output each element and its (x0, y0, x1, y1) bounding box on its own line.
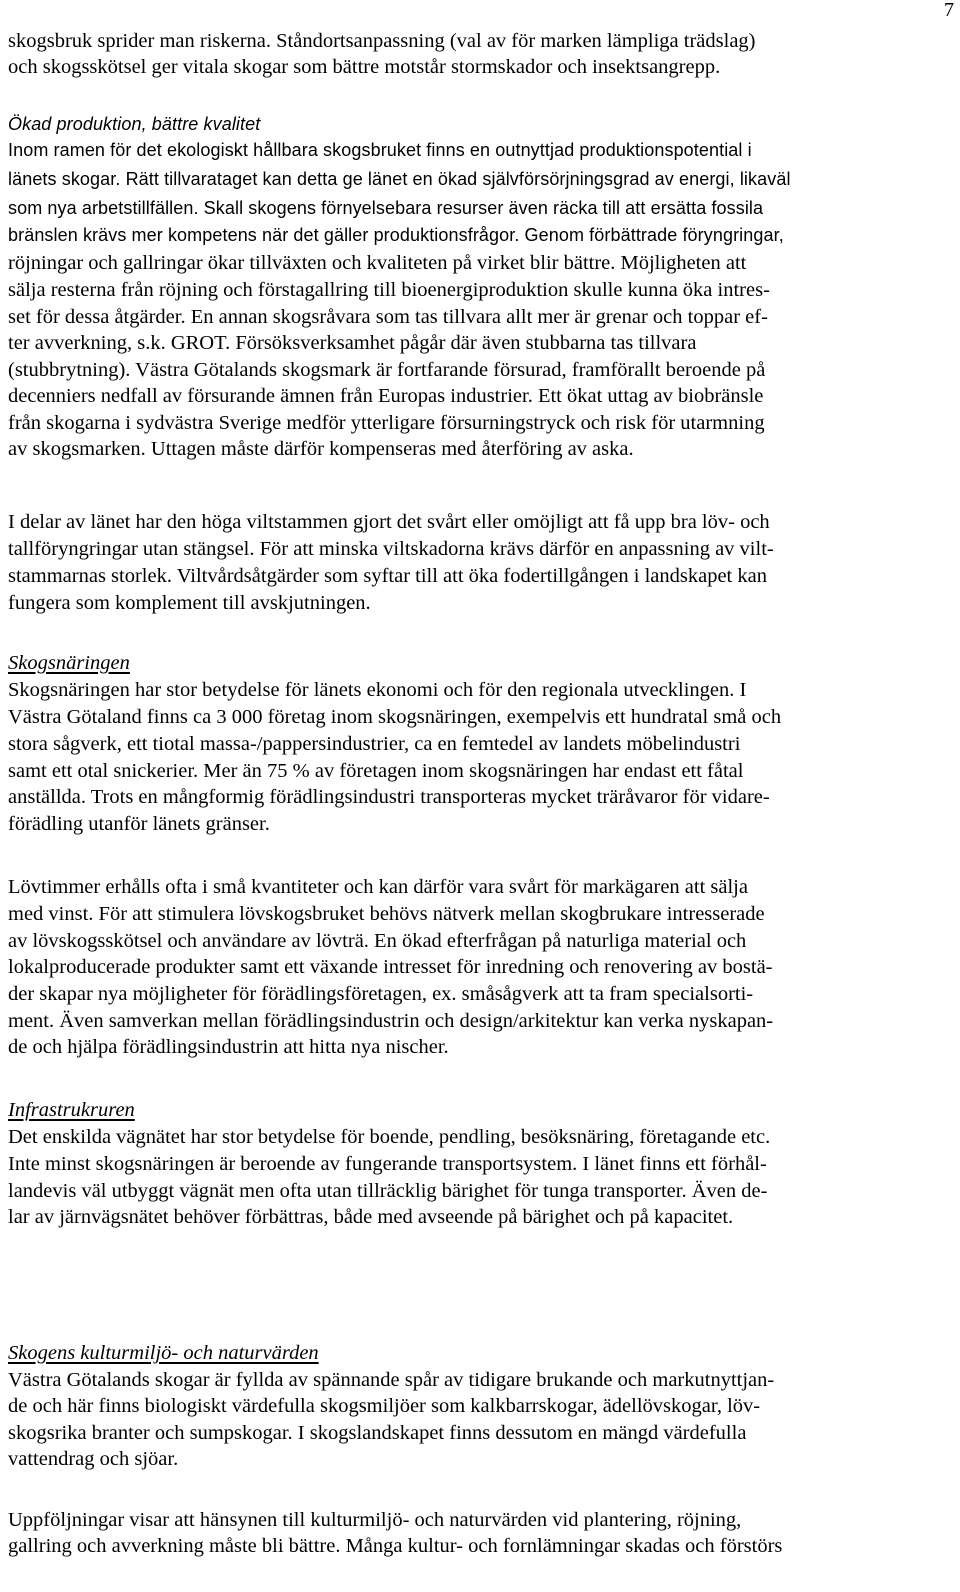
text-line: Inom ramen för det ekologiskt hållbara skogsbruket finns en outnyttjad produktionspotential i (8, 140, 752, 160)
text-line: (stubbrytning). Västra Götalands skogsmark är fortfarande försurad, framförallt beroende på (8, 359, 766, 381)
text-line: stammarnas storlek. Viltvårdsåtgärder som syftar till att öka fodertillgången i landskapet kan (8, 565, 767, 587)
text-line: landevis väl utbyggt vägnät men ofta utan tillräcklig bärighet för tunga transporter. Även de- (8, 1180, 768, 1202)
text-line: Västra Götalands skogar är fyllda av spännande spår av tidigare brukande och markutnyttjan- (8, 1369, 775, 1391)
text-line: lokalproducerade produkter samt ett växande intresset för inredning och renovering av bostä- (8, 956, 773, 978)
text-line: set för dessa åtgärder. En annan skogsråvara som tas tillvara allt mer är grenar och toppar ef- (8, 306, 768, 328)
kulturmiljo-heading: Skogens kulturmiljö- och naturvärden (8, 1342, 319, 1364)
text-line: Uppföljningar visar att hänsynen till kulturmiljö- och naturvärden vid plantering, röjning, (8, 1509, 742, 1531)
text-line: Västra Götaland finns ca 3 000 företag inom skogsnäringen, exempelvis ett hundratal små och (8, 706, 782, 728)
text-line: Inte minst skogsnäringen är beroende av fungerande transportsystem. I länet finns ett förhål- (8, 1153, 767, 1175)
text-line: sälja resterna från röjning och förstagallring till bioenergiproduktion skulle kunna öka intres- (8, 279, 770, 301)
text-line: fungera som komplement till avskjutningen. (8, 592, 371, 614)
skogsnaringen-heading: Skogsnäringen (8, 652, 130, 674)
text-line: de och här finns biologiskt värdefulla skogsmiljöer som kalkbarrskogar, ädellövskogar, löv- (8, 1395, 761, 1417)
text-line: de och hjälpa förädlingsindustrin att hitta nya nischer. (8, 1036, 449, 1058)
text-line: bränslen krävs mer kompetens när det gäller produktionsfrågor. Genom förbättrade föryngringar, (8, 225, 784, 245)
text-line: gallring och avverkning måste bli bättre. Många kultur- och fornlämningar skadas och förstörs (8, 1535, 783, 1557)
text-line: Lövtimmer erhålls ofta i små kvantiteter och kan därför vara svårt för markägaren att sälja (8, 876, 748, 898)
text-line: samt ett otal snickerier. Mer än 75 % av företagen inom skogsnäringen har endast ett fåtal (8, 760, 744, 782)
text-line: anställda. Trots en mångformig förädlingsindustri transporteras mycket träråvaror för vidare- (8, 786, 770, 808)
text-line: från skogarna i sydvästra Sverige medför ytterligare försurningstryck och risk för utarmning (8, 412, 765, 434)
produktion-heading: Ökad produktion, bättre kvalitet (8, 114, 261, 134)
text-line: vattendrag och sjöar. (8, 1448, 179, 1470)
text-line: ter avverkning, s.k. GROT. Försöksverksamhet pågår där även stubbarna tas tillvara (8, 332, 697, 354)
text-line: Det enskilda vägnätet har stor betydelse för boende, pendling, besöksnäring, företagande etc. (8, 1126, 771, 1148)
text-line: der skapar nya möjligheter för förädlingsföretagen, ex. småsågverk att ta fram specialsorti- (8, 983, 754, 1005)
text-line: decenniers nedfall av försurande ämnen från Europas industrier. Ett ökat uttag av biobränsle (8, 385, 764, 407)
text-line: skogsrika branter och sumpskogar. I skogslandskapet finns dessutom en mängd värdefulla (8, 1422, 747, 1444)
text-line: och skogsskötsel ger vitala skogar som bättre motstår stormskador och insektsangrepp. (8, 56, 721, 78)
text-line: med vinst. För att stimulera lövskogsbruket behövs nätverk mellan skogbrukare intresserade (8, 903, 765, 925)
text-line: röjningar och gallringar ökar tillväxten och kvaliteten på virket blir bättre. Möjligheten att (8, 252, 747, 274)
text-line: Skogsnäringen har stor betydelse för länets ekonomi och för den regionala utvecklingen. I (8, 679, 747, 701)
text-line: tallföryngringar utan stängsel. För att minska viltskadorna krävs därför en anpassning av vilt- (8, 538, 774, 560)
text-line: förädling utanför länets gränser. (8, 813, 270, 835)
text-line: av lövskogsskötsel och användare av lövträ. En ökad efterfrågan på naturliga material och (8, 930, 747, 952)
text-line: lar av järnvägsnätet behöver förbättras, både med avseende på bärighet och på kapacitet. (8, 1206, 734, 1228)
text-line: I delar av länet har den höga viltstammen gjort det svårt eller omöjligt att få upp bra löv- och (8, 511, 770, 533)
page-number: 7 (944, 0, 954, 21)
text-line: som nya arbetstillfällen. Skall skogens förnyelsebara resurser även räcka till att ersätta fossila (8, 198, 764, 218)
text-line: av skogsmarken. Uttagen måste därför kompenseras med återföring av aska. (8, 438, 634, 460)
text-line: skogsbruk sprider man riskerna. Ståndortsanpassning (val av för marken lämpliga trädslag) (8, 30, 756, 52)
text-line: ment. Även samverkan mellan förädlingsindustrin och design/arkitektur kan verka nyskapan- (8, 1010, 774, 1032)
infrastruktur-heading: Infrastrukruren (8, 1099, 135, 1121)
text-line: länets skogar. Rätt tillvarataget kan detta ge länet en ökad självförsörjningsgrad av energi, likaväl (8, 169, 791, 189)
text-line: stora sågverk, ett tiotal massa-/pappersindustrier, ca en femtedel av landets möbelindustri (8, 733, 741, 755)
